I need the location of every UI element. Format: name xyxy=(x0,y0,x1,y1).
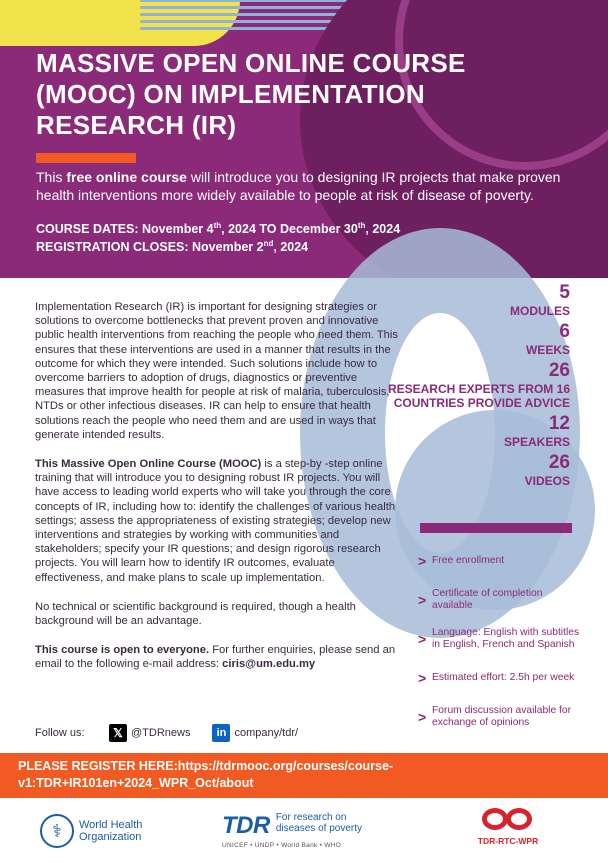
feature-item: > Free enrollment xyxy=(418,552,505,569)
stat-number: 12 xyxy=(548,413,570,434)
tdr-logo xyxy=(222,812,366,849)
course-dates-line: COURSE DATES: November 4th, 2024 TO December 30th, 2024 xyxy=(36,220,401,236)
stat-number: 26 xyxy=(548,360,570,381)
social-links xyxy=(35,723,375,743)
register-link[interactable]: PLEASE REGISTER HERE:https://tdrmooc.org/courses/course-v1:TDR+IR101en+2024_WPR_Oct/about xyxy=(0,753,608,798)
stat-modules xyxy=(370,282,570,318)
infinity-icon xyxy=(480,806,536,834)
stat-label: VIDEOS xyxy=(524,474,570,488)
stat-number: 6 xyxy=(559,321,570,342)
chevron-right-icon: > xyxy=(418,591,427,608)
registration-close-line: REGISTRATION CLOSES: November 2nd, 2024 xyxy=(36,238,309,254)
features-list xyxy=(418,548,588,743)
background-paragraph: No technical or scientific background is required, though a health background will be an advantage. xyxy=(35,600,356,628)
course-stats xyxy=(370,282,570,491)
chevron-right-icon: > xyxy=(418,669,427,686)
stat-videos xyxy=(370,452,570,488)
page-title: MASSIVE OPEN ONLINE COURSE (MOOC) ON IMPLEMENTATION RESEARCH (IR) xyxy=(36,48,466,140)
stat-label: WEEKS xyxy=(525,343,570,357)
stat-label: MODULES xyxy=(510,304,570,318)
chevron-right-icon: > xyxy=(418,708,427,725)
rtc-label: TDR-RTC-WPR xyxy=(477,836,539,846)
stat-label: SPEAKERS xyxy=(503,435,570,449)
contact-paragraph: This course is open to everyone. For further enquiries, please send an email to the following e-mail address: ciris@um.edu.my xyxy=(35,644,396,671)
twitter-handle[interactable]: @TDRnews xyxy=(131,727,191,739)
tdr-wordmark: TDR xyxy=(222,812,270,839)
chevron-right-icon: > xyxy=(418,552,427,569)
description-paragraph: Implementation Research (IR) is important for designing strategies or solutions to overcome bottlenecks that prevent proven and innovative public health interventions from reaching the people who need them. This ensures that these interventions are used in a manner that results in the outcome for which they were intended. Such solutions include how to overcome barriers to adoption of drugs, diagnostics or preventive measures that improve health for people at risk of malaria, tuberculosis, NTDs or other infectious diseases. IR can help to ensure that health solutions reach the people who need them and are used in ways that generate intended results. xyxy=(35,301,398,441)
who-logo xyxy=(40,814,159,848)
feature-item: > Estimated effort: 2.5h per week xyxy=(418,669,575,686)
stat-number: 5 xyxy=(559,282,570,303)
who-emblem-icon: ⚕ xyxy=(40,814,74,848)
feature-item: > Forum discussion available for exchange of opinions xyxy=(418,704,572,728)
features-divider xyxy=(420,523,572,533)
stat-number: 26 xyxy=(548,452,570,473)
contact-email[interactable]: ciris@um.edu.my xyxy=(222,658,316,671)
stat-experts xyxy=(370,360,570,410)
tdr-partners: UNICEF • UNDP • World Bank • WHO xyxy=(222,842,342,849)
linkedin-icon[interactable]: in xyxy=(212,724,230,742)
tdr-rtc-wpr-logo xyxy=(468,806,548,846)
tdr-tagline: For research on diseases of poverty xyxy=(275,812,362,834)
title-underline xyxy=(36,153,136,163)
linkedin-handle[interactable]: company/tdr/ xyxy=(234,727,299,739)
course-dates xyxy=(36,220,576,256)
stat-label: RESEARCH EXPERTS FROM 16 COUNTRIES PROVIDE ADVICE xyxy=(387,382,570,410)
stat-weeks xyxy=(370,321,570,357)
feature-item: > Language: English with subtitles in English, French and Spanish xyxy=(418,626,580,650)
course-description xyxy=(35,300,400,687)
footer-logos xyxy=(0,798,608,862)
follow-label: Follow us: xyxy=(35,727,85,739)
who-name: World Health Organization xyxy=(79,819,143,843)
feature-item: > Certificate of completion available xyxy=(418,587,543,611)
mooc-paragraph: This Massive Open Online Course (MOOC) is a step-by -step online training that will introduce you to designing robust IR projects. You will have access to leading world experts who will take you through the core concepts of IR, including how to: identify the challenges of various health settings; assess the appropriateness of existing strategies; develop new interventions and strategies by working with communities and stakeholders; specify your IR questions; and design rigorous research projects. You will learn how to identify IR outcomes, evaluate effectiveness, and make plans to scale up implementation. xyxy=(35,458,396,584)
chevron-right-icon: > xyxy=(418,630,427,647)
x-twitter-icon[interactable]: 𝕏 xyxy=(109,724,127,742)
intro-text: This free online course will introduce you to designing IR projects that make proven health interventions more widely available to people at risk of disease of poverty. xyxy=(36,169,561,203)
stat-speakers xyxy=(370,413,570,449)
